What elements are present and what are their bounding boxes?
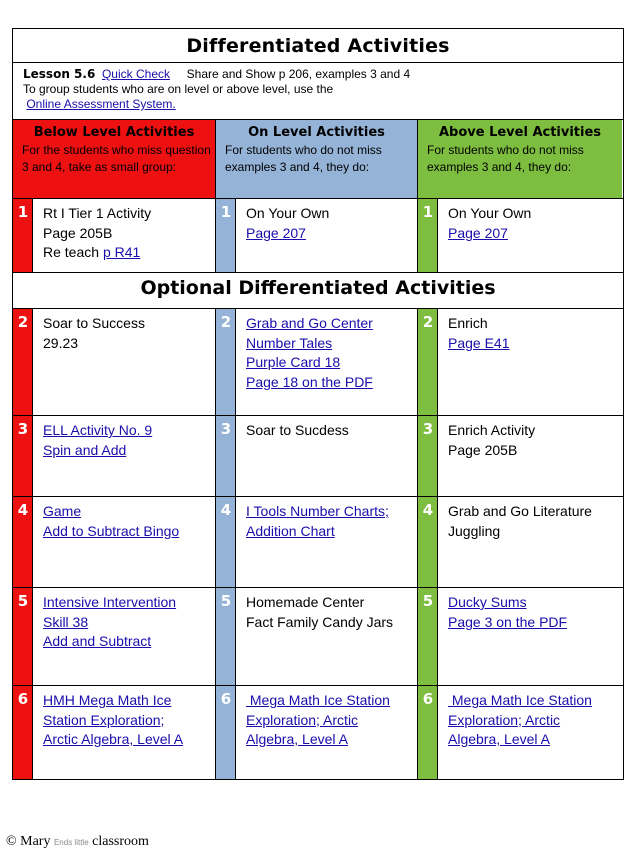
activity-text: 29.23 (43, 334, 79, 351)
activity-text: Page 205B (448, 441, 518, 458)
activity-text: On Your Own (246, 205, 330, 221)
row-number: 6 (220, 690, 232, 708)
online-assessment-link[interactable]: Online Assessment System. (26, 97, 176, 111)
activity-link[interactable]: Arctic Algebra, Level A (43, 731, 184, 747)
above-cell-2 (417, 309, 622, 415)
activity-text: Homemade Center (246, 594, 365, 610)
copyright-text: © Mary (6, 834, 51, 849)
above-level-header (417, 120, 622, 198)
activity-link[interactable]: I Tools Number Charts; (246, 503, 389, 519)
activity-link[interactable]: Page 3 on the PDF (448, 613, 568, 630)
above-level-title: Above Level Activities (438, 125, 602, 140)
optional-title-row (13, 273, 623, 309)
activity-text: Page 205B (43, 224, 113, 241)
on-cell-1 (215, 199, 417, 272)
copyright-small-text: Ends little (53, 838, 89, 847)
quick-check-link[interactable]: Quick Check (101, 67, 170, 81)
above-cell-5 (417, 588, 622, 685)
activity-text: Fact Family Candy Jars (246, 613, 394, 630)
row-number: 2 (422, 313, 434, 331)
below-level-title: Below Level Activities (33, 125, 195, 140)
page-title: Differentiated Activities (186, 35, 450, 57)
lesson-instructions: To group students who are on level or above level, use the (23, 82, 334, 96)
below-cell-3 (13, 416, 215, 496)
below-cell-4 (13, 497, 215, 587)
activity-row-6 (13, 686, 623, 779)
activity-link[interactable]: Intensive Intervention (43, 594, 177, 610)
below-cell-6 (13, 686, 215, 779)
page-link[interactable]: Page 207 (246, 224, 306, 241)
activity-row-1 (13, 199, 623, 273)
activity-link[interactable]: HMH Mega Math Ice (43, 692, 172, 708)
lesson-label: Lesson 5.6 (23, 67, 96, 81)
optional-title: Optional Differentiated Activities (140, 277, 496, 299)
title-row (13, 29, 623, 63)
activity-link[interactable]: Exploration; Arctic (448, 711, 561, 728)
row-number: 4 (17, 501, 29, 519)
activity-text: Enrich Activity (448, 422, 536, 438)
on-level-title: On Level Activities (248, 125, 385, 140)
activity-link[interactable]: Exploration; Arctic (246, 711, 359, 728)
on-cell-4 (215, 497, 417, 587)
activity-link[interactable]: Add and Subtract (43, 633, 152, 649)
row-number: 4 (422, 501, 434, 519)
activity-link[interactable]: Purple Card 18 (246, 354, 341, 370)
copyright-footer (6, 834, 149, 850)
above-cell-6 (417, 686, 622, 779)
activity-text: Soar to Success (43, 315, 145, 331)
copyright-rest: classroom (92, 834, 149, 849)
on-level-header (215, 120, 417, 198)
row-number: 2 (220, 313, 232, 331)
activity-link[interactable]: Algebra, Level A (246, 731, 348, 747)
activity-text: Enrich (448, 315, 488, 331)
below-level-header (13, 120, 215, 198)
activity-link[interactable]: Spin and Add (43, 441, 127, 458)
row-number: 6 (17, 690, 29, 708)
row-number: 2 (17, 313, 29, 331)
row-number: 4 (220, 501, 232, 519)
row-number: 1 (17, 203, 29, 221)
row-number: 5 (220, 592, 232, 610)
row-number: 3 (422, 420, 434, 438)
lesson-row (13, 63, 623, 120)
below-cell-5 (13, 588, 215, 685)
activity-link[interactable]: Page 18 on the PDF (246, 373, 373, 390)
activity-link[interactable]: Station Exploration; (43, 711, 165, 728)
reteach-link[interactable]: p R41 (102, 244, 141, 260)
row-number: 1 (422, 203, 434, 221)
activity-text: Re teach (43, 244, 103, 260)
activity-link[interactable]: Skill 38 (43, 613, 89, 630)
activity-link[interactable]: Mega Math Ice Station (448, 692, 592, 708)
above-cell-3 (417, 416, 622, 496)
activity-row-2 (13, 309, 623, 416)
below-level-desc: For the students who miss question 3 and 4, take as small group: (22, 143, 211, 174)
activity-link[interactable]: Grab and Go Center (246, 315, 373, 331)
row-number: 6 (422, 690, 434, 708)
row-number: 1 (220, 203, 232, 221)
activity-text: Soar to Sucdess (246, 422, 349, 438)
activity-text: Rt I Tier 1 Activity (43, 205, 152, 221)
activity-link[interactable]: Game (43, 503, 82, 519)
above-cell-1 (417, 199, 622, 272)
on-cell-2 (215, 309, 417, 415)
row-number: 3 (17, 420, 29, 438)
activity-text: Grab and Go Literature (448, 503, 592, 519)
below-cell-1 (13, 199, 215, 272)
activity-text: On Your Own (448, 205, 532, 221)
row-number: 5 (422, 592, 434, 610)
activity-row-5 (13, 588, 623, 686)
page-link[interactable]: Page E41 (448, 334, 510, 351)
activity-link[interactable]: Addition Chart (246, 522, 335, 539)
activity-link[interactable]: Mega Math Ice Station (246, 692, 390, 708)
activity-row-4 (13, 497, 623, 588)
on-cell-6 (215, 686, 417, 779)
row-number: 3 (220, 420, 232, 438)
row-number: 5 (17, 592, 29, 610)
activity-link[interactable]: ELL Activity No. 9 (43, 422, 153, 438)
on-level-desc: For students who do not miss examples 3 and 4, they do: (225, 143, 382, 174)
activity-link[interactable]: Ducky Sums (448, 594, 527, 610)
above-cell-4 (417, 497, 622, 587)
activity-link[interactable]: Algebra, Level A (448, 731, 550, 747)
on-cell-3 (215, 416, 417, 496)
below-cell-2 (13, 309, 215, 415)
on-cell-5 (215, 588, 417, 685)
page-link[interactable]: Page 207 (448, 224, 508, 241)
activities-table (12, 28, 624, 780)
activity-link[interactable]: Add to Subtract Bingo (43, 522, 180, 539)
activity-row-3 (13, 416, 623, 497)
level-header-row (13, 120, 623, 199)
above-level-desc: For students who do not miss examples 3 and 4, they do: (427, 143, 584, 174)
activity-link[interactable]: Number Tales (246, 334, 333, 351)
share-show-text: Share and Show p 206, examples 3 and 4 (186, 67, 411, 81)
activity-text: Juggling (448, 522, 501, 539)
